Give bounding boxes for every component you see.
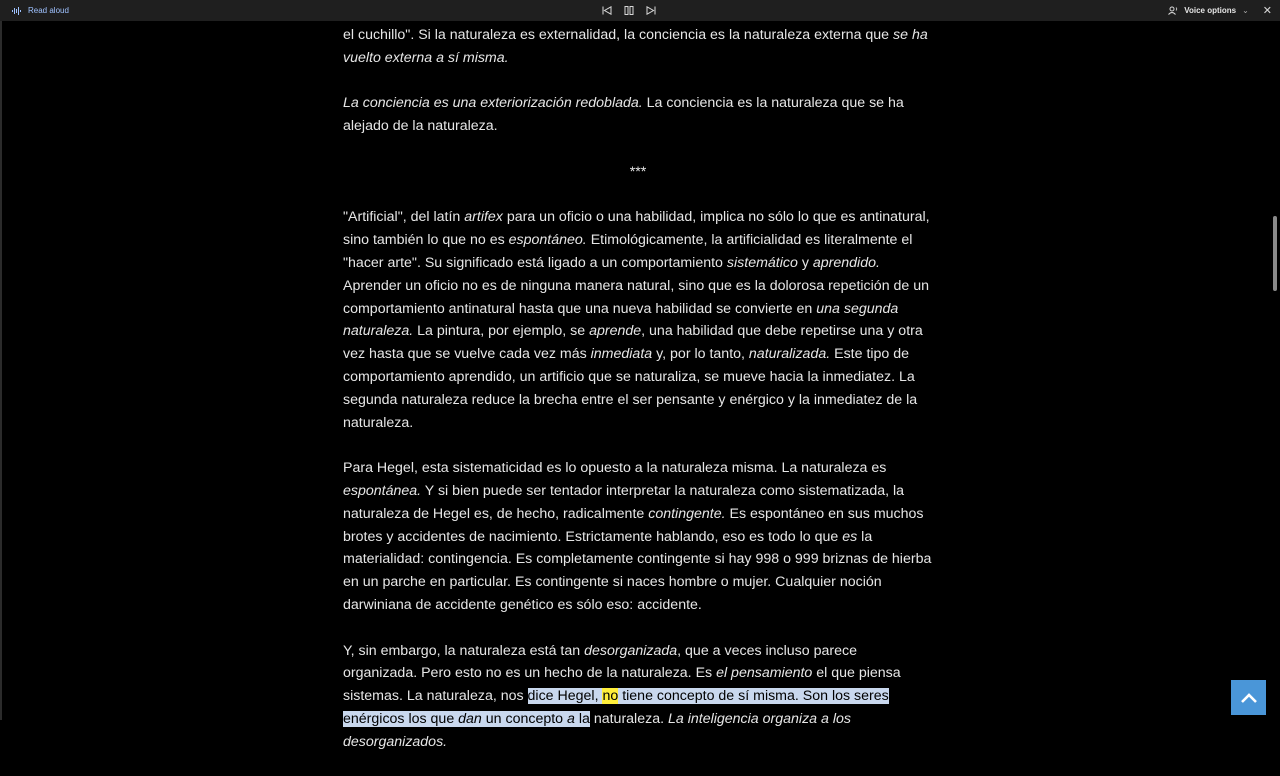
read-aloud-toolbar [0,0,1280,21]
text-run: Es espontáneo en sus muchos brotes y accidentes de nacimiento. Estrictamente hablando, eso es todo lo que [343,505,924,545]
italic-run: aprende [589,323,642,340]
read-aloud-button[interactable] [12,0,69,21]
playback-controls [600,0,658,21]
vertical-scrollbar[interactable] [1270,21,1280,720]
paragraph-4 [343,457,933,617]
italic-run: artifex [464,209,503,226]
italic-run: naturalizada. [748,346,831,363]
current-word-highlight: no [602,688,619,705]
read-aloud-label: Read aloud [28,6,69,15]
chevron-up-icon [1240,692,1258,704]
text-run: "Artificial", del latín [343,209,465,226]
text-run: , que a veces incluso parece organizada. Pero esto no es un hecho de la naturaleza. Es [343,642,857,682]
text-run: un concepto [481,710,568,727]
italic-run: dan [458,710,482,727]
text-run: Y si bien puede ser tentador interpretar la naturaleza como sistematizada, la naturaleza de Hegel es, de hecho, radicalmente [343,482,905,522]
close-icon: ✕ [1262,5,1272,17]
italic-run: espontáneo. [508,232,587,249]
text-run: y [797,254,813,271]
text-run: Para Hegel, esta sistematicidad es lo opuesto a la naturaleza misma. La naturaleza es [343,460,887,477]
italic-run: La inteligencia organiza a los desorganizados. [343,710,851,750]
read-aloud-icon [12,7,22,15]
text-run: La pintura, por ejemplo, se [413,323,590,340]
text-run: la materialidad: contingencia. Es completamente contingente si hay 998 o 999 briznas de hierba en un parche en particular. Es contingente si naces hombre o mujer. Cualquier noción darwiniana de accidente genético es sólo eso: accidente. [343,528,932,613]
skip-previous-icon [602,6,612,15]
italic-run: se ha vuelto externa a sí misma. [343,27,928,66]
italic-run: aprendido. [812,254,880,271]
text-run: Este tipo de comportamiento aprendido, un artificio que se naturaliza, se mueve hacia la inmediatez. La segunda naturaleza reduce la brecha entre el ser pensante y enérgico y la inmediatez de la naturaleza. [343,346,918,431]
italic-run: La conciencia es una exteriorización redoblada. [343,95,643,112]
window-left-edge [0,21,2,720]
paragraph-1 [343,24,933,70]
voice-options-area [1168,0,1272,21]
text-run: dice Hegel, [527,688,603,705]
italic-run: el pensamiento [716,665,813,682]
italic-run: a [567,710,575,727]
text-run: el que piensa sistemas. La naturaleza, nos [343,665,901,705]
text-run: Y, sin embargo, la naturaleza está tan [343,642,585,659]
text-run: para un oficio o una habilidad, implica no sólo lo que es antinatural, sino también lo que no es [343,209,930,249]
paragraph-5 [343,640,933,754]
voice-person-icon [1168,6,1178,15]
section-separator: *** [629,163,647,180]
italic-run: es [842,528,858,545]
scroll-to-top-button[interactable] [1231,680,1266,715]
italic-run: espontánea. [343,482,422,499]
pause-icon [624,6,634,15]
previous-paragraph-button[interactable] [600,4,614,18]
chevron-down-icon: ⌄ [1242,6,1249,15]
voice-options-button[interactable] [1168,6,1249,15]
close-read-aloud-button[interactable] [1263,4,1272,17]
italic-run: desorganizada [584,642,678,659]
next-paragraph-button[interactable] [644,4,658,18]
italic-run: contingente. [648,505,726,522]
skip-next-icon [646,6,656,15]
italic-run: inmediata [590,346,653,363]
paragraph-2 [343,92,933,138]
italic-run: una segunda naturaleza. [343,300,899,340]
text-run: y, por lo tanto, [652,346,749,363]
pause-button[interactable] [622,4,636,18]
text-run: el cuchillo". Si la naturaleza es externalidad, la conciencia es la naturaleza externa que [343,27,894,43]
reading-content [343,24,933,776]
paragraph-3 [343,206,933,434]
text-run: la [574,710,590,727]
text-run: , una habilidad que debe repetirse una y otra vez hasta que se vuelve cada vez más [343,323,923,363]
text-run: naturaleza. [589,710,668,727]
scrollbar-thumb[interactable] [1273,216,1277,291]
text-run: tiene concepto de sí misma. Son los seres enérgicos los que [343,688,889,727]
text-run: Aprender un oficio no es de ninguna manera natural, sino que es la dolorosa repetición de un comportamiento antinatural hasta que una nueva habilidad se convierte en [343,277,930,317]
italic-run: sistemático [726,254,798,271]
text-run: Etimológicamente, la artificialidad es literalmente el "hacer arte". Su significado está ligado a un comportamiento [343,232,913,271]
text-run: La conciencia es la naturaleza que se ha alejado de la naturaleza. [343,95,904,135]
voice-options-label: Voice options [1184,6,1237,15]
